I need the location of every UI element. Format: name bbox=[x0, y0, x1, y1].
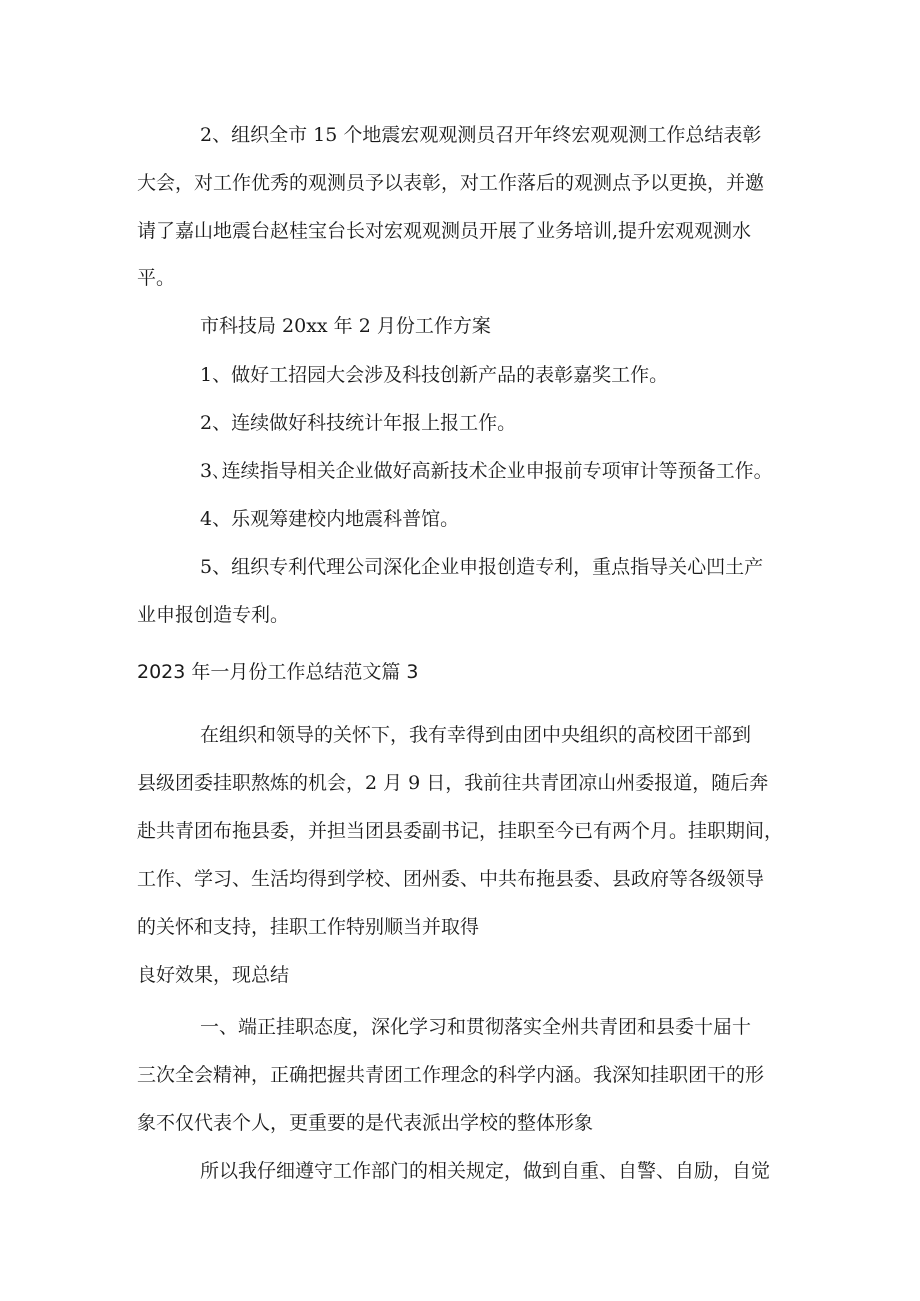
paragraph-1-line-1: 2、组织全市 15 个地震宏观观测员召开年终宏观观测工作总结表彰 bbox=[200, 124, 762, 146]
paragraph-1-line-4: 平。 bbox=[137, 267, 176, 289]
plan-item-1: 1、做好工招园大会涉及科技创新产品的表彰嘉奖工作。 bbox=[200, 364, 669, 386]
plan-item-4: 4、乐观筹建校内地震科普馆。 bbox=[200, 508, 460, 530]
paragraph-5-line-3: 象不仅代表个人，更重要的是代表派出学校的整体形象 bbox=[137, 1112, 594, 1134]
paragraph-3-line-5: 的关怀和支持，挂职工作特别顺当并取得 bbox=[137, 916, 480, 938]
plan-item-2: 2、连续做好科技统计年报上报工作。 bbox=[200, 412, 517, 434]
paragraph-3-line-1: 在组织和领导的关怀下，我有幸得到由团中央组织的高校团干部到 bbox=[200, 724, 752, 746]
paragraph-1-line-2: 大会，对工作优秀的观测员予以表彰，对工作落后的观测点予以更换，并邀 bbox=[137, 172, 765, 194]
paragraph-3-line-3: 赴共青团布拖县委，并担当团县委副书记，挂职至今已有两个月。挂职期间， bbox=[137, 820, 784, 842]
paragraph-6-line-1: 所以我仔细遵守工作部门的相关规定，做到自重、自警、自励，自觉 bbox=[200, 1160, 771, 1182]
paragraph-5-line-2: 三次全会精神，正确把握共青团工作理念的科学内涵。我深知挂职团干的形 bbox=[137, 1064, 765, 1086]
plan-item-3: 3､连续指导相关企业做好高新技术企业申报前专项审计等预备工作。 bbox=[200, 460, 773, 482]
section-heading: 2023 年一月份工作总结范文篇 3 bbox=[137, 661, 419, 683]
paragraph-3-line-2: 县级团委挂职熬炼的机会，2 月 9 日，我前往共青团凉山州委报道，随后奔 bbox=[137, 772, 769, 794]
paragraph-4-line-1: 良好效果，现总结 bbox=[137, 964, 290, 986]
paragraph-1-line-3: 请了嘉山地震台赵桂宝台长对宏观观测员开展了业务培训,提升宏观观测水 bbox=[137, 220, 752, 242]
plan-title: 市科技局 20xx 年 2 月份工作方案 bbox=[200, 315, 491, 337]
paragraph-3-line-4: 工作、学习、生活均得到学校、团州委、中共布拖县委、县政府等各级领导 bbox=[137, 868, 765, 890]
plan-item-5-line-1: 5、组织专利代理公司深化企业申报创造专利，重点指导关心凹土产 bbox=[200, 556, 764, 578]
plan-item-5-line-2: 业申报创造专利。 bbox=[137, 604, 290, 626]
paragraph-5-line-1: 一、端正挂职态度，深化学习和贯彻落实全州共青团和县委十届十 bbox=[200, 1016, 752, 1038]
